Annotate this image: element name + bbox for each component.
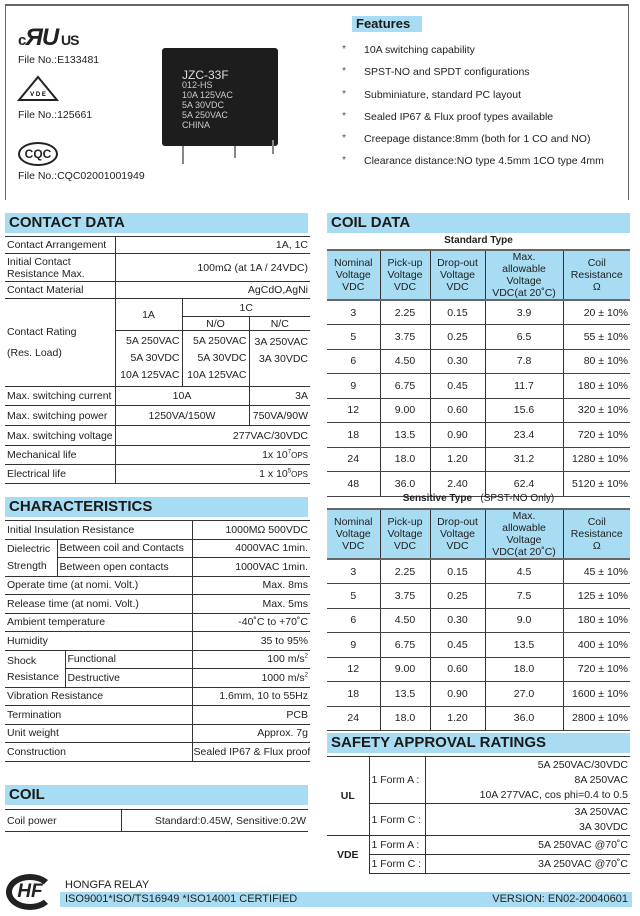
header-line: Ω xyxy=(592,281,601,293)
cell: 5 xyxy=(327,325,380,350)
header-line: VDC(at 20˚C) xyxy=(492,546,556,558)
cell: 6 xyxy=(327,349,380,374)
cell: 36.0 xyxy=(485,706,563,731)
label: Max. switching voltage xyxy=(5,426,115,446)
cell: 3 xyxy=(327,300,380,325)
cell: 13.5 xyxy=(380,423,430,448)
cell: 720 ± 10% xyxy=(563,657,630,682)
header-nc: N/C xyxy=(249,317,310,331)
cell: 18.0 xyxy=(380,447,430,472)
header-line: VDC xyxy=(342,281,365,293)
value: 100 $m/s^2$ xyxy=(192,650,310,669)
table-row xyxy=(327,374,630,399)
cell: 0.25 xyxy=(430,325,485,350)
rating-line: 8A 250VAC xyxy=(574,773,628,786)
header-line: Ω xyxy=(592,540,601,552)
header-no: N/O xyxy=(182,317,249,331)
value: -40˚C to +70˚C xyxy=(192,613,310,632)
vde-label: VDE xyxy=(327,836,369,874)
column-header xyxy=(327,250,380,300)
header-line: Voltage xyxy=(506,275,542,287)
feature-item xyxy=(342,155,632,177)
feature-text: Subminiature, standard PC layout xyxy=(364,88,522,101)
column-header xyxy=(563,509,630,559)
header-line: Voltage xyxy=(439,528,476,540)
table-row xyxy=(327,447,630,472)
value: 1000MΩ 500VDC xyxy=(192,521,310,540)
value xyxy=(425,804,630,836)
coil-title: COIL xyxy=(5,785,308,805)
column-header xyxy=(563,250,630,300)
value: Max. 5ms xyxy=(192,595,310,614)
label: Destructive xyxy=(65,669,192,688)
cell: 20 ± 10% xyxy=(563,300,630,325)
cell: 3.75 xyxy=(380,584,430,609)
cell: 9.00 xyxy=(380,398,430,423)
safety-table xyxy=(327,756,630,874)
cell: 5120 ± 10% xyxy=(563,472,630,497)
company-name: HONGFA RELAY xyxy=(65,879,150,891)
table-row xyxy=(327,423,630,448)
cqc-logo: CQC xyxy=(18,142,58,166)
header-line: Nominal xyxy=(333,516,373,528)
header-line: VDC xyxy=(342,540,365,552)
cell: 3 xyxy=(327,559,380,584)
feature-item xyxy=(342,44,632,66)
feature-item xyxy=(342,66,632,88)
cell: 36.0 xyxy=(380,472,430,497)
bullet-icon: * xyxy=(342,65,347,78)
label: Strength xyxy=(7,559,47,572)
cell: 18 xyxy=(327,682,380,707)
value: Max. 8ms xyxy=(192,576,310,595)
value: 750VA/90W xyxy=(249,406,310,426)
header-1c: 1C xyxy=(182,299,310,317)
cell: 400 ± 10% xyxy=(563,633,630,658)
cell: 0.60 xyxy=(430,657,485,682)
rating-line: 3A 30VDC xyxy=(578,820,628,833)
cell: 62.4 xyxy=(485,472,563,497)
label: Shock xyxy=(7,654,37,667)
label: 1 Form C : xyxy=(369,855,425,874)
cell: 4.5 xyxy=(485,559,563,584)
vde-logo xyxy=(17,75,59,103)
header-line: allowable xyxy=(502,263,546,275)
value: AgCdO,AgNi xyxy=(115,282,310,299)
rating-line: 3A 30VDC xyxy=(258,353,308,365)
label: Contact Rating xyxy=(7,325,77,338)
header-line: Max. xyxy=(512,510,536,522)
header-line: Coil xyxy=(587,516,606,528)
column-header xyxy=(485,509,563,559)
cell: 48 xyxy=(327,472,380,497)
label: Construction xyxy=(5,743,192,762)
rating-line: 5A 30VDC xyxy=(130,352,180,364)
cell: 6 xyxy=(327,608,380,633)
characteristics-title: CHARACTERISTICS xyxy=(5,497,308,517)
rating-1a xyxy=(115,331,182,387)
value: 277VAC/30VDC xyxy=(115,426,310,446)
cell: 0.45 xyxy=(430,633,485,658)
label: (Res. Load) xyxy=(7,346,62,359)
cell: 1600 ± 10% xyxy=(563,682,630,707)
column-header xyxy=(380,509,430,559)
contact-data-table xyxy=(5,236,310,484)
cell: 0.25 xyxy=(430,584,485,609)
table-row xyxy=(327,657,630,682)
header-line: Resistance xyxy=(570,269,623,281)
table-row xyxy=(327,608,630,633)
cell: 2800 ± 10% xyxy=(563,706,630,731)
label: Operate time (at nomi. Volt.) xyxy=(5,576,192,595)
cell: 5 xyxy=(327,584,380,609)
cell: 320 ± 10% xyxy=(563,398,630,423)
header-row xyxy=(327,509,630,559)
cell: 180 ± 10% xyxy=(563,608,630,633)
cell: 55 ± 10% xyxy=(563,325,630,350)
header-line: Voltage xyxy=(387,269,423,281)
label: Max. switching power xyxy=(5,406,115,426)
ul-label: UL xyxy=(327,757,369,836)
characteristics-table xyxy=(5,520,310,762)
label: Resistance xyxy=(7,670,59,683)
standard-type-title: Standard Type xyxy=(444,235,513,246)
table-row xyxy=(327,706,630,731)
value: 35 to 95% xyxy=(192,632,310,651)
value: 1x $10^7OPS$ xyxy=(115,446,310,465)
cell: 9.00 xyxy=(380,657,430,682)
cell: 7.8 xyxy=(485,349,563,374)
rating-line: 5A 30VDC xyxy=(197,352,247,364)
coil-table xyxy=(5,809,308,832)
sensitive-coil-table xyxy=(327,508,630,731)
cell: 24 xyxy=(327,447,380,472)
ul-file-number: File No.:E133481 xyxy=(18,54,100,66)
rating-line: 5A 250VAC xyxy=(192,335,247,347)
table-row xyxy=(327,398,630,423)
cell: 3.9 xyxy=(485,300,563,325)
cell: 0.45 xyxy=(430,374,485,399)
value: 1.6mm, 10 to 55Hz xyxy=(192,687,310,706)
cell: 18.0 xyxy=(485,657,563,682)
value: Approx. 7g xyxy=(192,724,310,743)
column-header xyxy=(430,250,485,300)
cell: 7.5 xyxy=(485,584,563,609)
rating-line: 10A 125VAC xyxy=(120,369,180,381)
value: 3A xyxy=(249,387,310,406)
cell: 9 xyxy=(327,374,380,399)
value: 1000 $m/s^2$ xyxy=(192,669,310,688)
cell: 180 ± 10% xyxy=(563,374,630,399)
cell: 720 ± 10% xyxy=(563,423,630,448)
value: Standard:0.45W, Sensitive:0.2W xyxy=(121,810,308,832)
feature-text: Clearance distance:NO type 4.5mm 1CO type 4mm xyxy=(364,155,604,168)
cell: 2.25 xyxy=(380,559,430,584)
column-header xyxy=(380,250,430,300)
cell: 0.30 xyxy=(430,608,485,633)
label: Contact Material xyxy=(5,282,115,299)
cell: 0.30 xyxy=(430,349,485,374)
relay-product-image: JZC-33F 012-HS 10A 125VAC 5A 30VDC 5A 250VAC CHINA xyxy=(162,48,278,146)
label: 1 Form A : xyxy=(369,836,425,855)
column-header xyxy=(485,250,563,300)
label: Mechanical life xyxy=(5,446,115,465)
header-line: Resistance xyxy=(570,528,623,540)
rating-line: 5A 250VAC xyxy=(125,335,180,347)
bullet-icon: * xyxy=(342,154,347,167)
header-line: VDC xyxy=(446,281,469,293)
header-line: Pick-up xyxy=(387,516,423,528)
cell: 4.50 xyxy=(380,349,430,374)
bullet-icon: * xyxy=(342,87,347,100)
cqc-file-number: File No.:CQC02001001949 xyxy=(18,170,145,182)
label: Initial Contact Resistance Max. xyxy=(5,254,115,282)
cell: 12 xyxy=(327,398,380,423)
version-text: VERSION: EN02-20040601 xyxy=(492,893,628,905)
cell: 15.6 xyxy=(485,398,563,423)
value: 10A xyxy=(115,387,249,406)
label: Unit weight xyxy=(5,724,192,743)
feature-item xyxy=(342,89,632,111)
feature-text: Creepage distance:8mm (both for 1 CO and NO) xyxy=(364,133,591,146)
hongfa-logo: HF xyxy=(6,874,54,910)
cell: 9.0 xyxy=(485,608,563,633)
label: Vibration Resistance xyxy=(5,687,192,706)
value: 1A, 1C xyxy=(115,237,310,254)
label: Dielectric xyxy=(7,542,51,555)
value: 3A 250VAC @70˚C xyxy=(425,855,630,874)
column-header xyxy=(430,509,485,559)
label: Humidity xyxy=(5,632,192,651)
header-line: allowable xyxy=(502,522,546,534)
cell: 23.4 xyxy=(485,423,563,448)
contact-data-title: CONTACT DATA xyxy=(5,213,308,233)
feature-text: 10A switching capability xyxy=(364,44,475,56)
table-row xyxy=(327,682,630,707)
header-line: VDC xyxy=(446,540,469,552)
cell: 125 ± 10% xyxy=(563,584,630,609)
cell: 6.75 xyxy=(380,633,430,658)
table-row xyxy=(327,325,630,350)
features-list xyxy=(342,44,632,178)
label: Max. switching current xyxy=(5,387,115,406)
cell: 13.5 xyxy=(485,633,563,658)
cell: 6.5 xyxy=(485,325,563,350)
cell: 0.90 xyxy=(430,423,485,448)
label: Between open contacts xyxy=(57,558,192,577)
rating-nc xyxy=(249,331,310,387)
header-row xyxy=(327,250,630,300)
cell: 24 xyxy=(327,706,380,731)
cell: 0.60 xyxy=(430,398,485,423)
value: 5A 250VAC @70˚C xyxy=(425,836,630,855)
cell: 1280 ± 10% xyxy=(563,447,630,472)
label: Release time (at nomi. Volt.) xyxy=(5,595,192,614)
label: Electrical life xyxy=(5,465,115,484)
value: Sealed IP67 & Flux proof xyxy=(192,743,310,762)
header-line: Voltage xyxy=(387,528,423,540)
coil-data-title: COIL DATA xyxy=(327,213,630,233)
safety-title: SAFETY APPROVAL RATINGS xyxy=(327,733,630,753)
value xyxy=(425,757,630,804)
cell: 45 ± 10% xyxy=(563,559,630,584)
cell: 2.25 xyxy=(380,300,430,325)
feature-item xyxy=(342,133,632,155)
rating-line: 3A 250VAC xyxy=(254,336,308,348)
table-row xyxy=(327,349,630,374)
feature-item xyxy=(342,111,632,133)
table-row xyxy=(327,559,630,584)
bullet-icon: * xyxy=(342,43,347,55)
label: Initial Insulation Resistance xyxy=(5,521,192,540)
features-title: Features xyxy=(352,16,422,32)
cell: 1.20 xyxy=(430,706,485,731)
label: Coil power xyxy=(5,810,121,832)
header-line: Pick-up xyxy=(387,257,423,269)
cell: 4.50 xyxy=(380,608,430,633)
header-line: Voltage xyxy=(439,269,476,281)
feature-text: Sealed IP67 & Flux proof types available xyxy=(364,110,554,123)
rating-line: 10A 277VAC, cos phi=0.4 to 0.5 xyxy=(479,788,628,801)
cell: 0.15 xyxy=(430,300,485,325)
cell: 27.0 xyxy=(485,682,563,707)
table-row xyxy=(327,300,630,325)
label: Termination xyxy=(5,706,192,725)
header-line: Drop-out xyxy=(437,257,478,269)
cell: 12 xyxy=(327,657,380,682)
value: 1000VAC 1min. xyxy=(192,558,310,577)
label: Between coil and Contacts xyxy=(57,539,192,558)
value: PCB xyxy=(192,706,310,725)
rating-line: 3A 250VAC xyxy=(574,805,628,818)
value: 1 x $10^5OPS$ xyxy=(115,465,310,484)
cell: 18.0 xyxy=(380,706,430,731)
ul-logo: cЯU US xyxy=(18,24,79,51)
header-line: VDC xyxy=(393,281,417,293)
cell: 13.5 xyxy=(380,682,430,707)
cell: 0.90 xyxy=(430,682,485,707)
feature-text: SPST-NO and SPDT configurations xyxy=(364,66,530,79)
sensitive-type-title: Sensitive Type (SPST-NO Only) xyxy=(402,493,555,504)
header-line: Voltage xyxy=(506,534,542,546)
column-header xyxy=(327,509,380,559)
header-line: Drop-out xyxy=(437,516,478,528)
label: 1 Form A : xyxy=(369,757,425,804)
svg-text:V D E: V D E xyxy=(30,92,46,98)
value: 1250VA/150W xyxy=(115,406,249,426)
header-line: VDC(at 20˚C) xyxy=(492,287,556,299)
rating-no xyxy=(182,331,249,387)
cell: 6.75 xyxy=(380,374,430,399)
header-line: Nominal xyxy=(333,257,373,269)
cell: 3.75 xyxy=(380,325,430,350)
cell: 11.7 xyxy=(485,374,563,399)
header-1a: 1A xyxy=(115,299,182,331)
rating-line: 5A 250VAC/30VDC xyxy=(537,758,628,771)
table-row xyxy=(327,633,630,658)
value: 4000VAC 1min. xyxy=(192,539,310,558)
cell: 1.20 xyxy=(430,447,485,472)
label: Functional xyxy=(65,650,192,669)
cell: 80 ± 10% xyxy=(563,349,630,374)
cell: 9 xyxy=(327,633,380,658)
label: Contact Arrangement xyxy=(5,237,115,254)
cell: 0.15 xyxy=(430,559,485,584)
standard-coil-table xyxy=(327,249,630,497)
header-line: Voltage xyxy=(335,528,371,540)
label: Ambient temperature xyxy=(5,613,192,632)
header-line: Voltage xyxy=(335,269,371,281)
cell: 31.2 xyxy=(485,447,563,472)
certification-text: ISO9001*ISO/TS16949 *ISO14001 CERTIFIED xyxy=(65,893,298,905)
header-line: Coil xyxy=(587,257,606,269)
bullet-icon: * xyxy=(342,132,347,145)
value: 100mΩ (at 1A / 24VDC) xyxy=(115,254,310,282)
bullet-icon: * xyxy=(342,109,347,122)
rating-line: 10A 125VAC xyxy=(187,369,247,381)
table-row xyxy=(327,584,630,609)
cell: 18 xyxy=(327,423,380,448)
label: 1 Form C : xyxy=(369,804,425,836)
header-line: Max. xyxy=(512,251,536,263)
header-line: VDC xyxy=(393,540,417,552)
cell: 2.40 xyxy=(430,472,485,497)
vde-file-number: File No.:125661 xyxy=(18,109,93,121)
